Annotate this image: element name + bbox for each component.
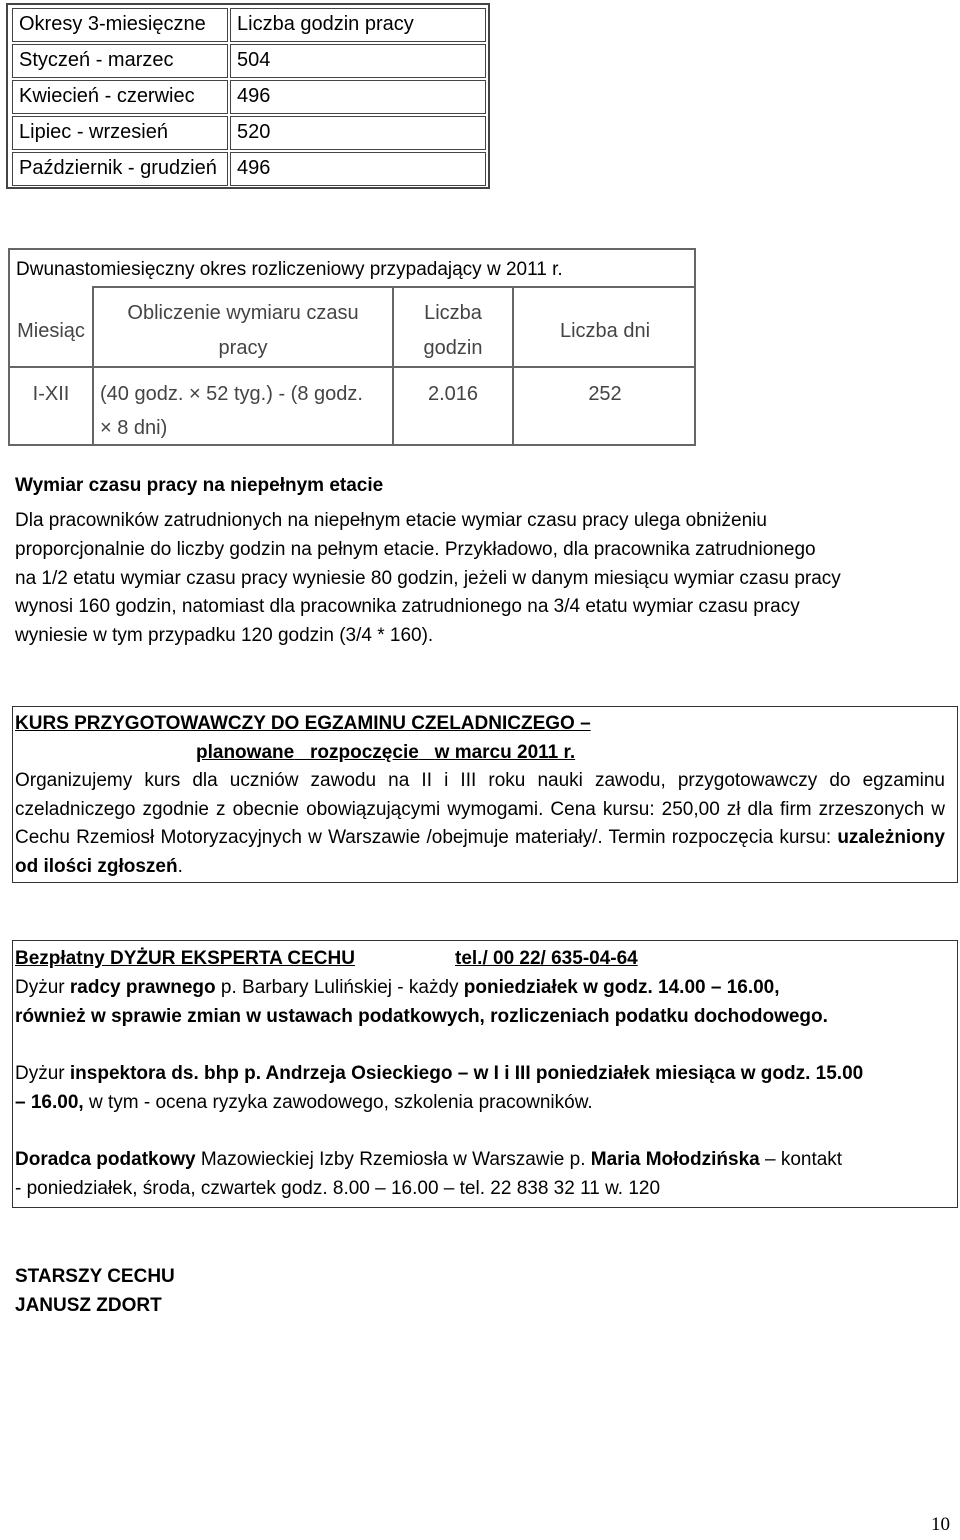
quarters-header-hours: Liczba godzin pracy bbox=[230, 8, 486, 42]
annual-period-table bbox=[8, 248, 696, 446]
course-body-bold: uzależniony od ilości zgłoszeń bbox=[15, 827, 945, 878]
quarters-header-period: Okresy 3-miesięczne bbox=[12, 8, 228, 42]
duty-phone: tel./ 00 22/ 635-04-64 bbox=[455, 948, 638, 969]
page-number: 10 bbox=[931, 1514, 950, 1535]
bhp-duty-b: inspektora ds. bhp p. Andrzeja Osieckiego – w I i III poniedziałek miesiąca w godz. 15.00 bbox=[69, 1063, 864, 1084]
header-hours-line2: godzin bbox=[423, 337, 483, 359]
row-calc-line2: × 8 dni) bbox=[100, 417, 168, 439]
quarter-hours: 520 bbox=[230, 116, 486, 150]
part-time-line: proporcjonalnie do liczby godzin na pełnym etacie. Przykładowo, dla pracownika zatrudnionego bbox=[15, 539, 816, 560]
bhp-duty-line1 bbox=[15, 1060, 863, 1089]
divider bbox=[92, 286, 696, 288]
bhp-duty-d: w tym - ocena ryzyka zawodowego, szkolenia pracowników. bbox=[83, 1092, 593, 1113]
legal-duty-d: poniedziałek w godz. 14.00 – 16.00, bbox=[463, 977, 780, 998]
course-subtitle bbox=[196, 739, 575, 768]
signature-name: JANUSZ ZDORT bbox=[15, 1295, 162, 1316]
tax-advisor-d: – kontakt bbox=[759, 1149, 843, 1170]
tax-advisor-a: Doradca podatkowy bbox=[15, 1149, 196, 1170]
header-calc-line2: pracy bbox=[218, 337, 268, 359]
course-body bbox=[15, 767, 945, 882]
divider bbox=[512, 286, 514, 444]
bhp-duty-line2 bbox=[15, 1089, 593, 1118]
tax-advisor-line2: - poniedziałek, środa, czwartek godz. 8.00 – 16.00 – tel. 22 838 32 11 w. 120 bbox=[15, 1178, 661, 1199]
annual-table-title: Dwunastomiesięczny okres rozliczeniowy przypadający w 2011 r. bbox=[16, 259, 563, 280]
header-days: Liczba dni bbox=[559, 320, 651, 342]
part-time-heading: Wymiar czasu pracy na niepełnym etacie bbox=[15, 475, 384, 496]
course-subtitle-b: rozpoczęcie bbox=[310, 742, 419, 763]
part-time-line: na 1/2 etatu wymiar czasu pracy wyniesie 80 godzin, jeżeli w danym miesiącu wymiar czasu pracy bbox=[15, 568, 841, 589]
quarter-period: Październik - grudzień bbox=[12, 152, 228, 186]
row-month: I-XII bbox=[32, 383, 70, 405]
row-hours: 2.016 bbox=[427, 383, 479, 405]
bhp-duty-c: – 16.00, bbox=[15, 1092, 84, 1113]
legal-duty-b: radcy prawnego bbox=[69, 977, 216, 998]
course-subtitle-a: planowane bbox=[196, 742, 295, 763]
legal-duty-c: p. Barbary Lulińskiej - każdy bbox=[215, 977, 464, 998]
part-time-line: wyniesie w tym przypadku 120 godzin (3/4 * 160). bbox=[15, 625, 434, 646]
quarter-hours: 496 bbox=[230, 80, 486, 114]
header-calc-line1: Obliczenie wymiaru czasu bbox=[127, 302, 359, 324]
quarter-period: Kwiecień - czerwiec bbox=[12, 80, 228, 114]
tax-advisor-b: Mazowieckiej Izby Rzemiosła w Warszawie p. bbox=[195, 1149, 591, 1170]
course-subtitle-c: w marcu 2011 r. bbox=[434, 742, 576, 763]
header-month: Miesiąc bbox=[17, 320, 85, 342]
legal-duty-line1 bbox=[15, 974, 780, 1003]
duty-heading: Bezpłatny DYŻUR EKSPERTA CECHU bbox=[15, 948, 355, 969]
legal-duty-a: Dyżur bbox=[15, 977, 70, 998]
quarter-hours: 496 bbox=[230, 152, 486, 186]
quarter-period: Lipiec - wrzesień bbox=[12, 116, 228, 150]
bhp-duty-a: Dyżur bbox=[15, 1063, 70, 1084]
row-calc-line1: (40 godz. × 52 tyg.) - (8 godz. bbox=[100, 383, 363, 405]
divider bbox=[10, 366, 696, 368]
tax-advisor-c: Maria Mołodzińska bbox=[590, 1149, 760, 1170]
quarter-hours: 504 bbox=[230, 44, 486, 78]
tax-advisor-line1 bbox=[15, 1146, 842, 1175]
quarters-table bbox=[6, 3, 490, 189]
header-hours-line1: Liczba bbox=[424, 302, 482, 324]
course-body-end: . bbox=[177, 856, 183, 878]
row-days: 252 bbox=[588, 383, 622, 405]
part-time-line: Dla pracowników zatrudnionych na niepełnym etacie wymiar czasu pracy ulega obniżeniu bbox=[15, 510, 767, 531]
part-time-line: wynosi 160 godzin, natomiast dla pracownika zatrudnionego na 3/4 etatu wymiar czasu pracy bbox=[15, 596, 800, 617]
signature-title: STARSZY CECHU bbox=[15, 1266, 175, 1287]
course-title: KURS PRZYGOTOWAWCZY DO EGZAMINU CZELADNICZEGO – bbox=[15, 713, 591, 734]
legal-duty-line2: również w sprawie zmian w ustawach podatkowych, rozliczeniach podatku dochodowego. bbox=[15, 1006, 828, 1027]
course-body-text: Organizujemy kurs dla uczniów zawodu na II i III roku nauki zawodu, przygotowawczy do egzaminu czeladniczego zgodnie z obecnie obowiązującymi wymogami. Cena kursu: 250,00 zł dla firm zrzeszonych w Cechu Rzemiosł Motoryzacyjnych w Warszawie /obejmuje materiały/. Termin rozpoczęcia kursu: bbox=[15, 770, 945, 849]
quarter-period: Styczeń - marzec bbox=[12, 44, 228, 78]
